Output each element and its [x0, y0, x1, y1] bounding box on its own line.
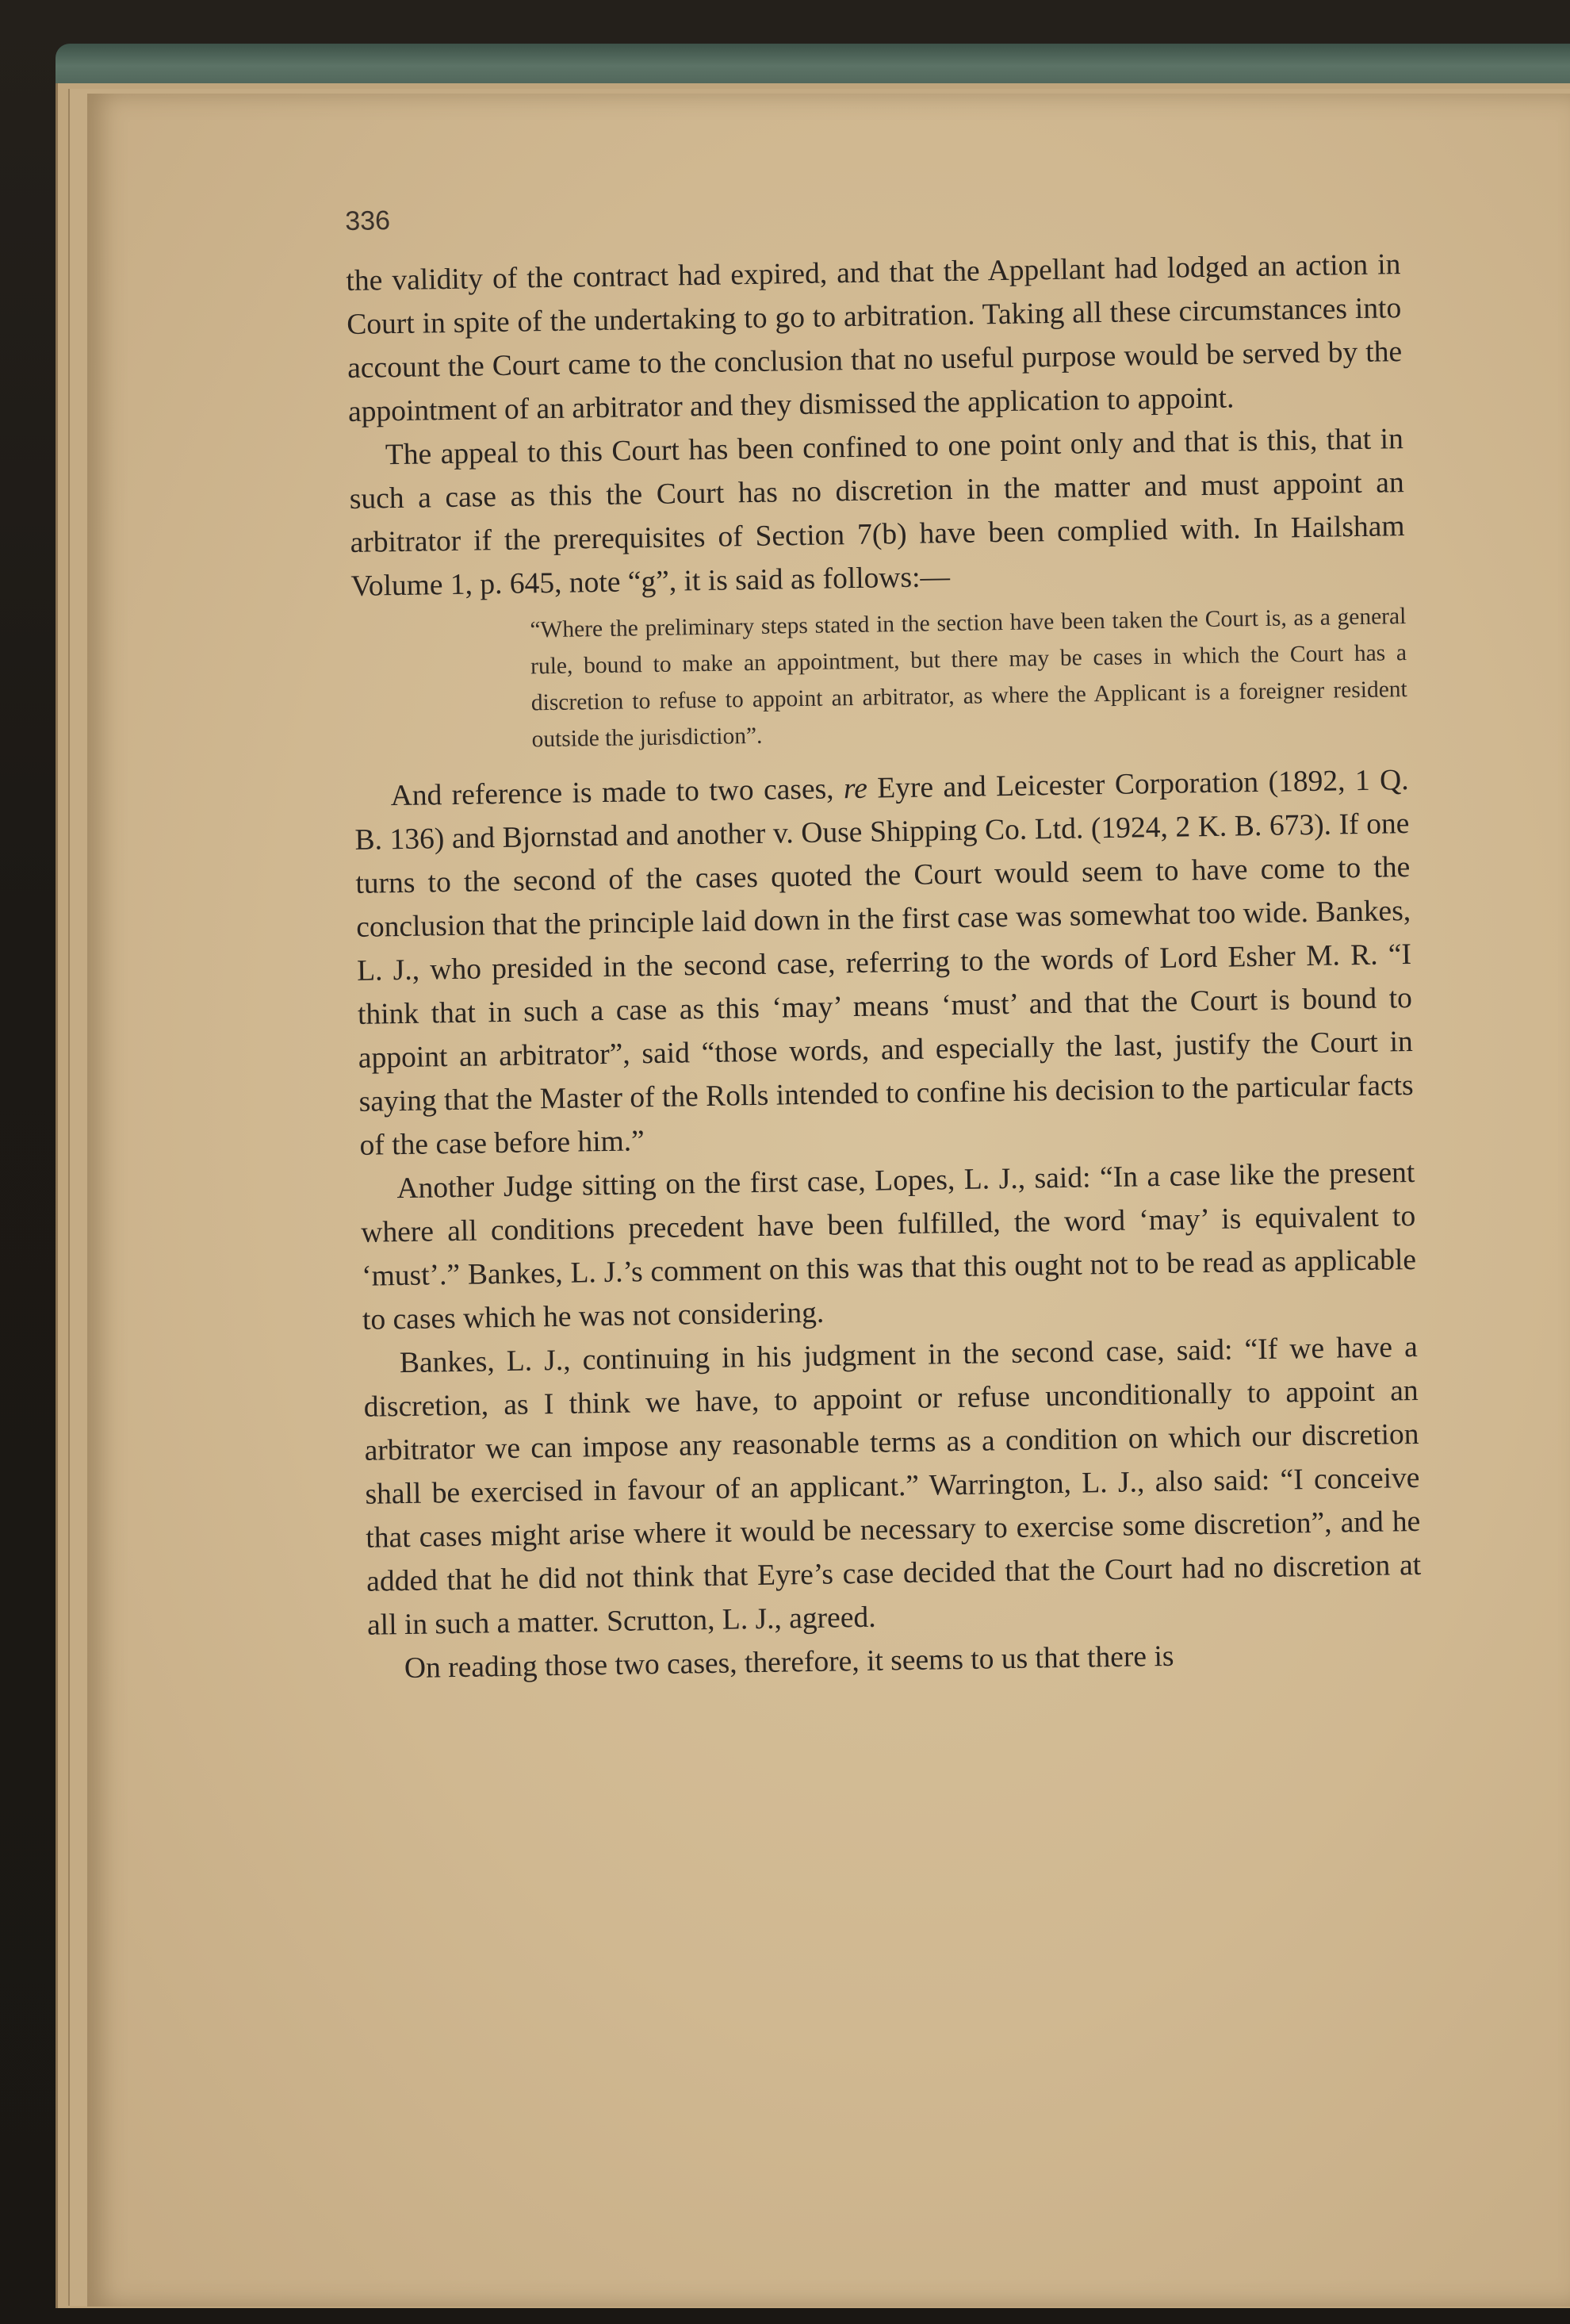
- paragraph-2: The appeal to this Court has been confined to one point only and that is this, that in such a case as this the Court has no discretion in the matter and must appoint an arbitrator if the prerequisites of Section 7(b) have been complied with. In Hailsham Volume 1, p. 645, note “g”, it is said as follows:—: [349, 423, 1405, 603]
- paragraph-1: the validity of the contract had expired, and that the Appellant had lodged an action in Court in spite of the undertaking to go to arbitration. Taking all these circumstances into account the Court came to the conclusion that no useful purpose would be served by the appointment of an arbitrator and they dismissed the application to appoint.: [346, 248, 1403, 428]
- paragraph-3-start: And reference is made to two cases,: [390, 773, 844, 813]
- paragraph-5: Bankes, L. J., continuing in his judgment in the second case, said: “If we have a discretion, as I think we have, to appoint or refuse unconditionally to appoint an arbitrator we can impose any reasonable terms as a condition on which our discretion shall be exercised in favour of an applicant.” Warrington, L. J., also said: “I conceive that cases might arise where it would be necessary to exercise some discretion”, and he added that he did not think that Eyre’s case decided that the Court had no discretion at all in such a matter. Scrutton, L. J., agreed.: [363, 1330, 1422, 1642]
- paragraph-6: On reading those two cases, therefore, it seems to us that there is: [404, 1639, 1174, 1685]
- paragraph-3: [354, 758, 1415, 1168]
- paragraph-3-rest: Eyre and Leicester Corporation (1892, 1 Q. B. 136) and Bjornstad and another v. Ouse Shipping Co. Ltd. (1924, 2 K. B. 673). If one turns to the second of the cases quoted the Court would seem to have come to the conclusion that the principle laid down in the first case was somewhat too wide. Bankes, L. J., who presided in the second case, referring to the words of Lord Esher M. R. “I think that in such a case as this ‘may’ means ‘must’ and that the Court is bound to appoint an arbitrator”, said “those words, and especially the last, justify the Court in saying that the Master of the Rolls intended to confine his decision to the particular facts of the case before him.”: [354, 764, 1414, 1162]
- paragraph-3-re: re: [843, 772, 868, 806]
- paragraph-4: Another Judge sitting on the first case, Lopes, L. J., said: “In a case like the present where all conditions precedent have been fulfilled, the word ‘may’ is equivalent to ‘must’.” Bankes, L. J.’s comment on this was that this ought not to be read as applicable to cases which he was not considering.: [361, 1156, 1417, 1336]
- page-text-block: [345, 190, 1423, 1691]
- block-quote: “Where the preliminary steps stated in the section have been taken the Court is, as a general rule, bound to make an appointment, but there may be cases in which the Court has a discretion to refuse to appoint an arbitrator, as where the Applicant is a foreigner resident outside the jurisdiction”.: [530, 604, 1407, 753]
- page-number: 336: [345, 205, 391, 236]
